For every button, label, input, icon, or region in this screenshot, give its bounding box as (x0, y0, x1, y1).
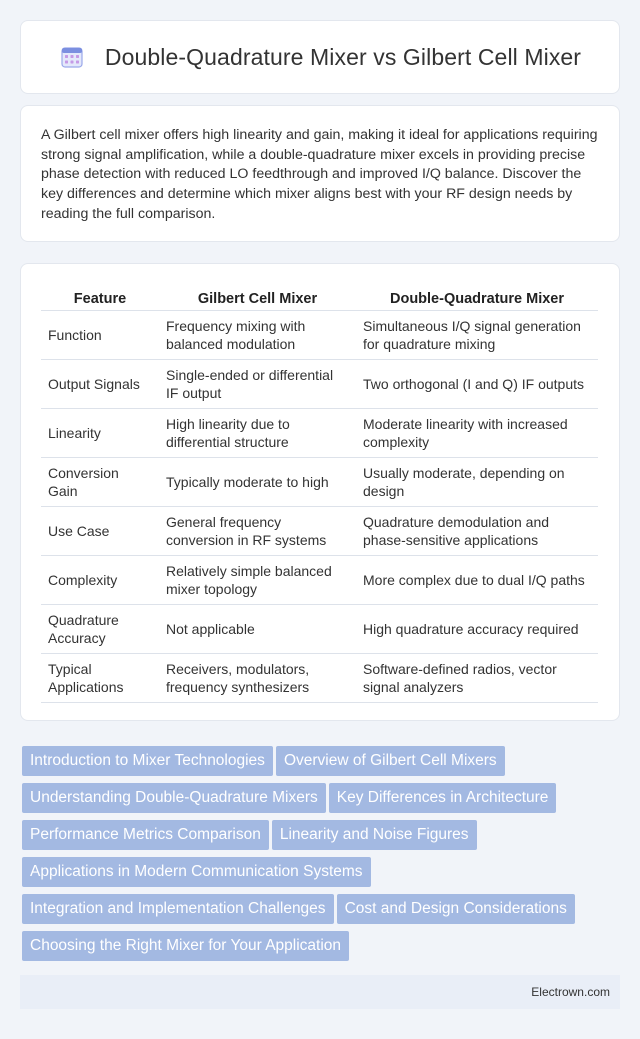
header-feature: Feature (41, 284, 159, 310)
calendar-grid-icon (59, 44, 85, 70)
table-cell-gilbert: General frequency conversion in RF systems (159, 506, 356, 555)
table-cell-feature: Output Signals (41, 359, 159, 408)
tag-link[interactable]: Overview of Gilbert Cell Mixers (276, 746, 505, 776)
topic-tags (22, 746, 622, 968)
table-cell-gilbert: Frequency mixing with balanced modulation (159, 310, 356, 359)
tag-row (22, 820, 622, 857)
table-cell-double-quadrature: Simultaneous I/Q signal generation for quadrature mixing (356, 310, 598, 359)
table-cell-double-quadrature: Two orthogonal (I and Q) IF outputs (356, 359, 598, 408)
table-row (41, 653, 598, 702)
table-cell-feature: Linearity (41, 408, 159, 457)
table-cell-gilbert: Typically moderate to high (159, 457, 356, 506)
table-cell-double-quadrature: Moderate linearity with increased complexity (356, 408, 598, 457)
tag-link[interactable]: Cost and Design Considerations (337, 894, 575, 924)
table-cell-gilbert: High linearity due to differential structure (159, 408, 356, 457)
title-card (20, 20, 620, 94)
table-cell-feature: Typical Applications (41, 653, 159, 702)
table-cell-double-quadrature: Quadrature demodulation and phase-sensitive applications (356, 506, 598, 555)
table-cell-feature: Function (41, 310, 159, 359)
table-row (41, 359, 598, 408)
page-title: Double-Quadrature Mixer vs Gilbert Cell Mixer (104, 43, 582, 70)
footer-brand[interactable]: Electrown.com (531, 985, 610, 999)
tag-row (22, 894, 622, 931)
table-cell-double-quadrature: Usually moderate, depending on design (356, 457, 598, 506)
footer (20, 975, 620, 1009)
table-cell-feature: Conversion Gain (41, 457, 159, 506)
tag-row (22, 783, 622, 820)
table-row (41, 555, 598, 604)
tag-link[interactable]: Applications in Modern Communication Systems (22, 857, 371, 887)
tag-link[interactable]: Introduction to Mixer Technologies (22, 746, 273, 776)
tag-link[interactable]: Integration and Implementation Challenges (22, 894, 334, 924)
table-cell-feature: Use Case (41, 506, 159, 555)
table-row (41, 310, 598, 359)
table-cell-double-quadrature: High quadrature accuracy required (356, 604, 598, 653)
tag-link[interactable]: Understanding Double-Quadrature Mixers (22, 783, 326, 813)
header-double-quadrature: Double-Quadrature Mixer (356, 284, 598, 310)
tag-link[interactable]: Key Differences in Architecture (329, 783, 557, 813)
table-cell-gilbert: Not applicable (159, 604, 356, 653)
table-header-row (41, 284, 598, 310)
tag-link[interactable]: Performance Metrics Comparison (22, 820, 269, 850)
table-cell-gilbert: Relatively simple balanced mixer topology (159, 555, 356, 604)
comparison-table-card (20, 263, 620, 721)
tag-row (22, 857, 622, 894)
table-row (41, 604, 598, 653)
intro-card (20, 105, 620, 242)
table-cell-double-quadrature: Software-defined radios, vector signal analyzers (356, 653, 598, 702)
table-cell-gilbert: Receivers, modulators, frequency synthesizers (159, 653, 356, 702)
header-gilbert-cell: Gilbert Cell Mixer (159, 284, 356, 310)
tag-link[interactable]: Choosing the Right Mixer for Your Application (22, 931, 349, 961)
table-cell-gilbert: Single-ended or differential IF output (159, 359, 356, 408)
table-cell-feature: Complexity (41, 555, 159, 604)
table-row (41, 457, 598, 506)
table-row (41, 408, 598, 457)
tag-link[interactable]: Linearity and Noise Figures (272, 820, 477, 850)
table-row (41, 506, 598, 555)
tag-row (22, 746, 622, 783)
intro-paragraph: A Gilbert cell mixer offers high linearity and gain, making it ideal for applications requiring strong signal amplification, while a double-quadrature mixer excels in providing precise phase detection with reduced LO feedthrough and improved I/Q balance. Discover the key differences and determine which mixer aligns best with your RF design needs by reading the full comparison. (41, 127, 598, 222)
table-cell-double-quadrature: More complex due to dual I/Q paths (356, 555, 598, 604)
table-cell-feature: Quadrature Accuracy (41, 604, 159, 653)
tag-row (22, 931, 622, 968)
comparison-table (41, 284, 598, 703)
